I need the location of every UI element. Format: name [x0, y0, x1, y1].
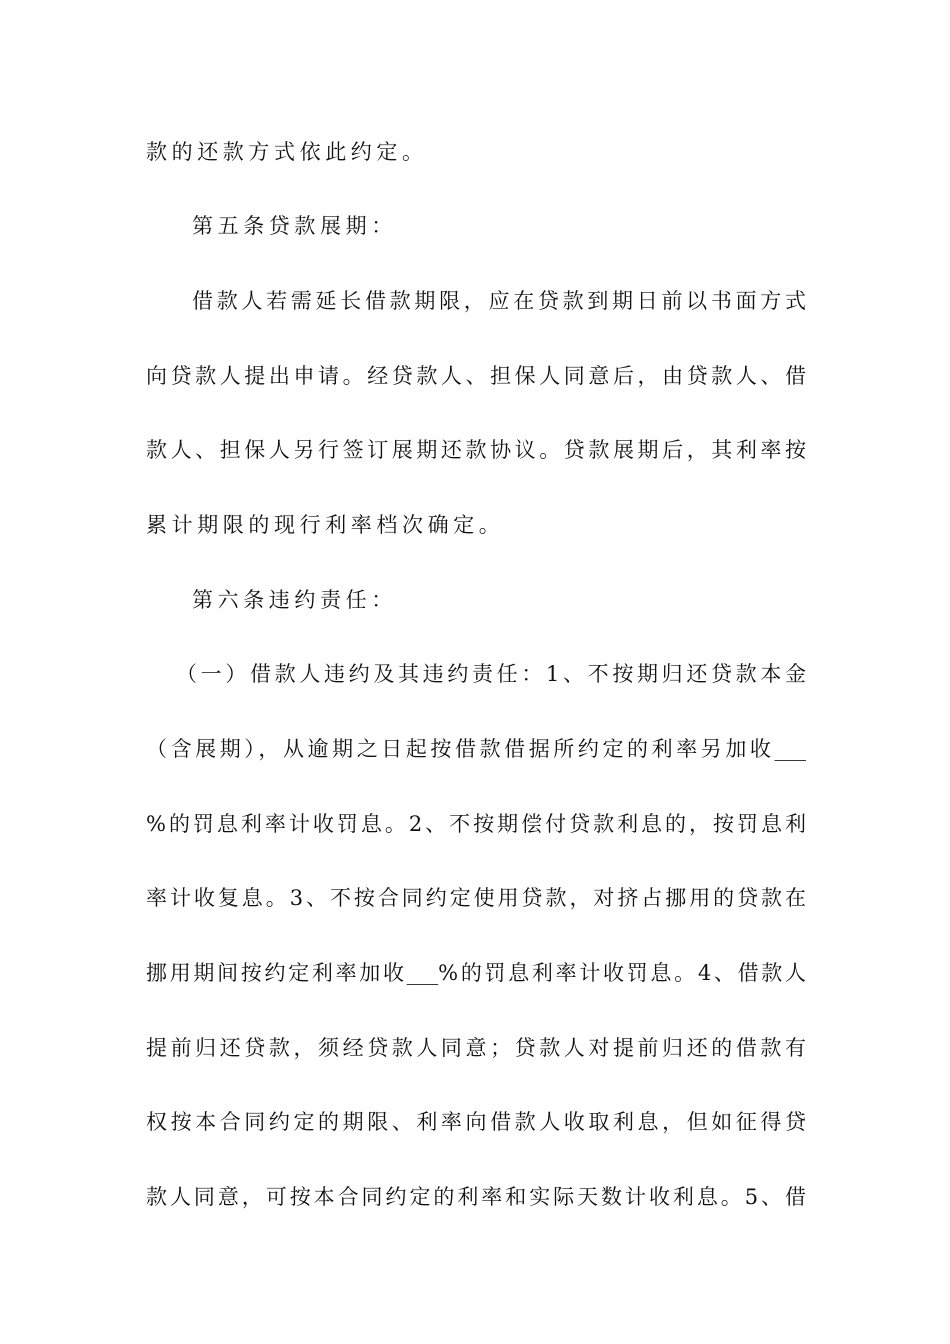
text-line: （含展期），从逾期之日起按借款借据所约定的利率另加收___: [146, 737, 806, 761]
section-heading: 第五条贷款展期：: [192, 214, 397, 238]
text-line: 款的还款方式依此约定。: [146, 140, 428, 164]
text-line: 累计期限的现行利率档次确定。: [146, 513, 505, 537]
text-line: 款人、担保人另行签订展期还款协议。贷款展期后，其利率按: [146, 438, 806, 462]
text-line: 向贷款人提出申请。经贷款人、担保人同意后，由贷款人、借: [146, 364, 806, 388]
text-line: 款人同意，可按本合同约定的利率和实际天数计收利息。5、借: [146, 1185, 806, 1209]
text-line: %的罚息利率计收罚息。2、不按期偿付贷款利息的，按罚息利: [146, 812, 806, 836]
text-line: 借款人若需延长借款期限，应在贷款到期日前以书面方式: [192, 289, 806, 313]
text-line: 挪用期间按约定利率加收___%的罚息利率计收罚息。4、借款人: [146, 961, 806, 985]
text-line: 提前归还贷款，须经贷款人同意；贷款人对提前归还的借款有: [146, 1036, 806, 1060]
section-heading: 第六条违约责任：: [192, 588, 397, 612]
text-line: （一）借款人违约及其违约责任：1、不按期归还贷款本金: [176, 662, 806, 686]
text-line: 率计收复息。3、不按合同约定使用贷款，对挤占挪用的贷款在: [146, 886, 806, 910]
text-line: 权按本合同约定的期限、利率向借款人收取利息，但如征得贷: [146, 1110, 806, 1134]
